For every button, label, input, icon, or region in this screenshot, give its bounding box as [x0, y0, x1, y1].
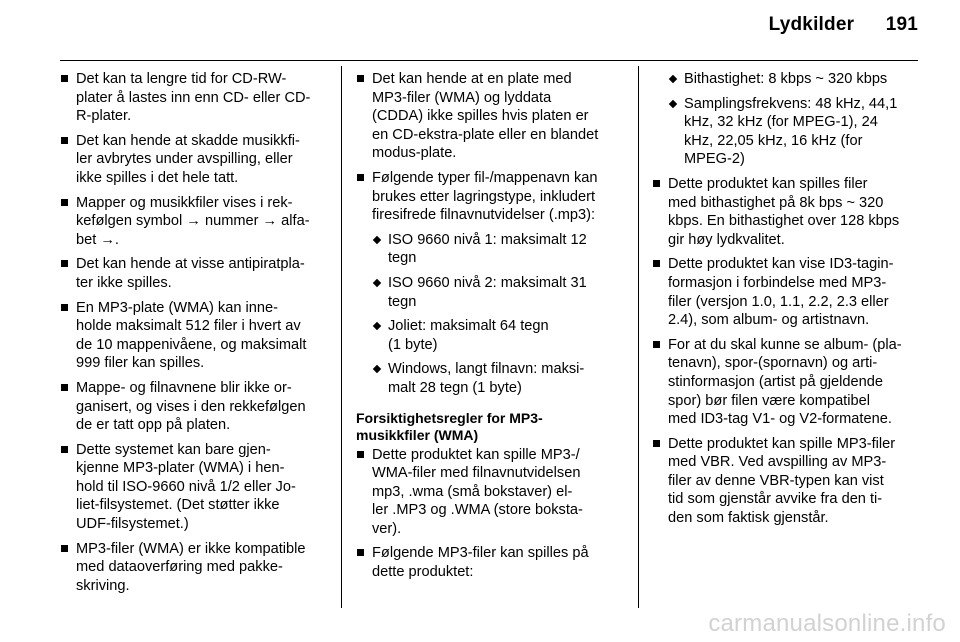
square-bullet-icon	[653, 180, 660, 187]
square-bullet-icon	[61, 545, 68, 552]
list-item: Dette produktet kan spille MP3-/ WMA-filer med filnavnutvidelsen mp3, .wma (små bokstaver) el- ler .MP3 og .WMA (store boksta- ver).	[356, 446, 624, 539]
square-bullet-icon	[653, 341, 660, 348]
watermark-text: carmanualsonline.info	[708, 610, 946, 637]
square-bullet-icon	[61, 75, 68, 82]
square-bullet-icon	[357, 549, 364, 556]
square-bullet-icon	[61, 384, 68, 391]
sub-list-item: ISO 9660 nivå 1: maksimalt 12 tegn	[356, 231, 624, 268]
list-item: Dette systemet kan bare gjen- kjenne MP3-plater (WMA) i hen- hold til ISO-9660 nivå 1/2 eller Jo- liet-filsystemet. (Det støtter ikke UDF-filsystemet.)	[60, 441, 326, 534]
square-bullet-icon	[61, 446, 68, 453]
list-item: Følgende typer fil-/mappenavn kan brukes etter lagringstype, inkludert firesifrede filnavnutvidelser (.mp3):	[356, 169, 624, 225]
square-bullet-icon	[61, 304, 68, 311]
page-number: 191	[885, 14, 918, 35]
section-subheading: Forsiktighetsregler for MP3- musikkfiler (WMA)	[356, 409, 543, 443]
sub-list-item: Bithastighet: 8 kbps ~ 320 kbps	[652, 70, 922, 89]
list-item: Dette produktet kan spilles filer med bithastighet på 8k bps ~ 320 kbps. En bithastighet over 128 kbps gir høy lydkvalitet.	[652, 175, 922, 249]
diamond-bullet-icon	[669, 99, 677, 107]
sub-list-item: Joliet: maksimalt 64 tegn (1 byte)	[356, 317, 624, 354]
diamond-bullet-icon	[373, 322, 381, 330]
square-bullet-icon	[61, 260, 68, 267]
square-bullet-icon	[357, 75, 364, 82]
list-item: MP3-filer (WMA) er ikke kompatible med dataoverføring med pakke- skriving.	[60, 540, 326, 596]
header-rule	[60, 60, 918, 61]
sub-list-item: Windows, langt filnavn: maksi- malt 28 tegn (1 byte)	[356, 360, 624, 397]
diamond-bullet-icon	[373, 236, 381, 244]
list-item: Det kan ta lengre tid for CD-RW- plater å lastes inn enn CD- eller CD- R-plater.	[60, 70, 326, 126]
list-item: Dette produktet kan spille MP3-filer med VBR. Ved avspilling av MP3- filer av denne VBR-typen kan vist tid som gjenstår avvike fra den ti- den som faktisk gjenstår.	[652, 435, 922, 528]
column-2	[356, 70, 624, 588]
column-divider-1	[341, 66, 342, 608]
list-item: Følgende MP3-filer kan spilles på dette produktet:	[356, 544, 624, 581]
list-item: Det kan hende at visse antipiratpla- ter ikke spilles.	[60, 255, 326, 292]
diamond-bullet-icon	[373, 279, 381, 287]
sub-list-item: Samplingsfrekvens: 48 kHz, 44,1 kHz, 32 kHz (for MPEG-1), 24 kHz, 22,05 kHz, 16 kHz (for MPEG-2)	[652, 95, 922, 169]
chapter-title: Lydkilder	[768, 14, 855, 35]
sub-list-item: ISO 9660 nivå 2: maksimalt 31 tegn	[356, 274, 624, 311]
square-bullet-icon	[653, 440, 660, 447]
column-1	[60, 70, 326, 601]
list-item: Det kan hende at skadde musikkfi- ler avbrytes under avspilling, eller ikke spilles i det hele tatt.	[60, 132, 326, 188]
list-item: For at du skal kunne se album- (pla- tenavn), spor-(spornavn) og arti- stinformasjon (artist på gjeldende spor) bør filen være kompatibel med ID3-tag V1- og V2-formatene.	[652, 336, 922, 429]
list-item: Mappe- og filnavnene blir ikke or- ganisert, og vises i den rekkefølgen de er tatt opp på platen.	[60, 379, 326, 435]
list-item: En MP3-plate (WMA) kan inne- holde maksimalt 512 filer i hvert av de 10 mappenivåene, og maksimalt 999 filer kan spilles.	[60, 299, 326, 373]
diamond-bullet-icon	[669, 75, 677, 83]
column-3	[652, 70, 922, 534]
page-header	[769, 14, 918, 36]
column-divider-2	[638, 66, 639, 608]
list-item: Dette produktet kan vise ID3-tagin- formasjon i forbindelse med MP3- filer (versjon 1.0, 1.1, 2.2, 2.3 eller 2.4), som album- og artistnavn.	[652, 255, 922, 329]
square-bullet-icon	[653, 260, 660, 267]
square-bullet-icon	[357, 451, 364, 458]
square-bullet-icon	[357, 174, 364, 181]
square-bullet-icon	[61, 137, 68, 144]
list-item: Mapper og musikkfiler vises i rek- kefølgen symbol → nummer → alfa- bet →.	[60, 194, 326, 250]
list-item: Det kan hende at en plate med MP3-filer (WMA) og lyddata (CDDA) ikke spilles hvis platen er en CD-ekstra-plate eller en blandet modus-plate.	[356, 70, 624, 163]
diamond-bullet-icon	[373, 365, 381, 373]
square-bullet-icon	[61, 199, 68, 206]
